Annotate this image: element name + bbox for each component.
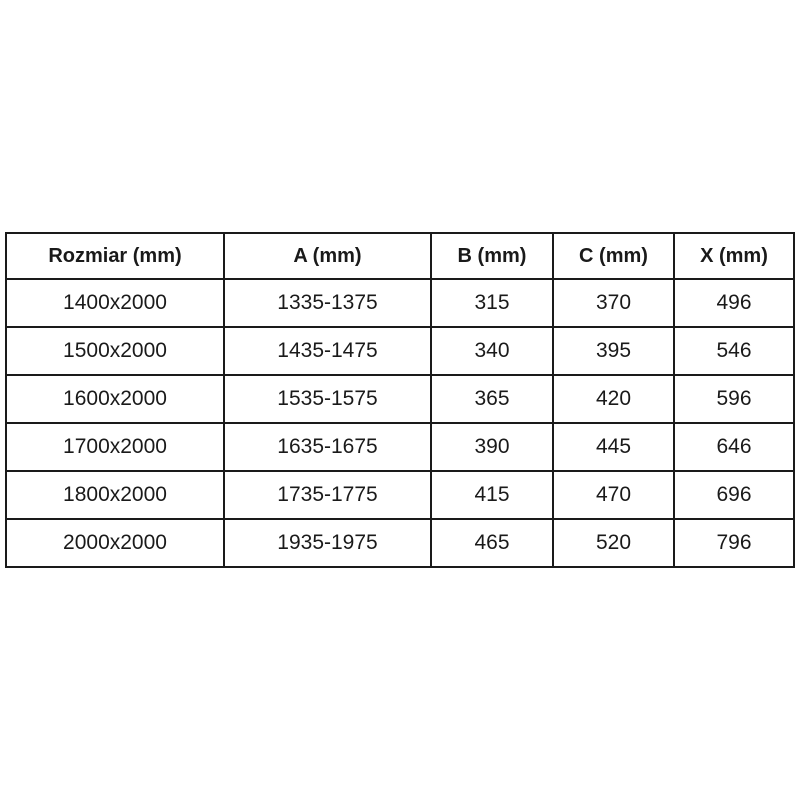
table-cell: 1935-1975	[224, 519, 431, 567]
table-cell: 496	[674, 279, 794, 327]
column-header-1: A (mm)	[224, 233, 431, 279]
table-cell: 365	[431, 375, 553, 423]
table-row	[6, 279, 794, 327]
header-row	[6, 233, 794, 279]
table-cell: 390	[431, 423, 553, 471]
table-body	[6, 279, 794, 567]
table-cell: 370	[553, 279, 674, 327]
table-cell: 420	[553, 375, 674, 423]
table-cell: 2000x2000	[6, 519, 224, 567]
table-cell: 1600x2000	[6, 375, 224, 423]
table-cell: 1635-1675	[224, 423, 431, 471]
table-cell: 1500x2000	[6, 327, 224, 375]
table-cell: 415	[431, 471, 553, 519]
column-header-0: Rozmiar (mm)	[6, 233, 224, 279]
table-cell: 596	[674, 375, 794, 423]
table-cell: 546	[674, 327, 794, 375]
table-cell: 520	[553, 519, 674, 567]
table-cell: 445	[553, 423, 674, 471]
table-cell: 796	[674, 519, 794, 567]
table-row	[6, 327, 794, 375]
column-header-4: X (mm)	[674, 233, 794, 279]
table-cell: 1535-1575	[224, 375, 431, 423]
table-row	[6, 375, 794, 423]
table-row	[6, 519, 794, 567]
table-row	[6, 423, 794, 471]
table-cell: 1400x2000	[6, 279, 224, 327]
table-cell: 395	[553, 327, 674, 375]
dimensions-table	[5, 232, 795, 568]
table-cell: 465	[431, 519, 553, 567]
table-cell: 1435-1475	[224, 327, 431, 375]
table-cell: 1800x2000	[6, 471, 224, 519]
column-header-2: B (mm)	[431, 233, 553, 279]
table-cell: 470	[553, 471, 674, 519]
table-row	[6, 471, 794, 519]
table-cell: 1335-1375	[224, 279, 431, 327]
table-cell: 1735-1775	[224, 471, 431, 519]
column-header-3: C (mm)	[553, 233, 674, 279]
table-cell: 315	[431, 279, 553, 327]
table-cell: 696	[674, 471, 794, 519]
table-cell: 1700x2000	[6, 423, 224, 471]
table-cell: 646	[674, 423, 794, 471]
table-cell: 340	[431, 327, 553, 375]
